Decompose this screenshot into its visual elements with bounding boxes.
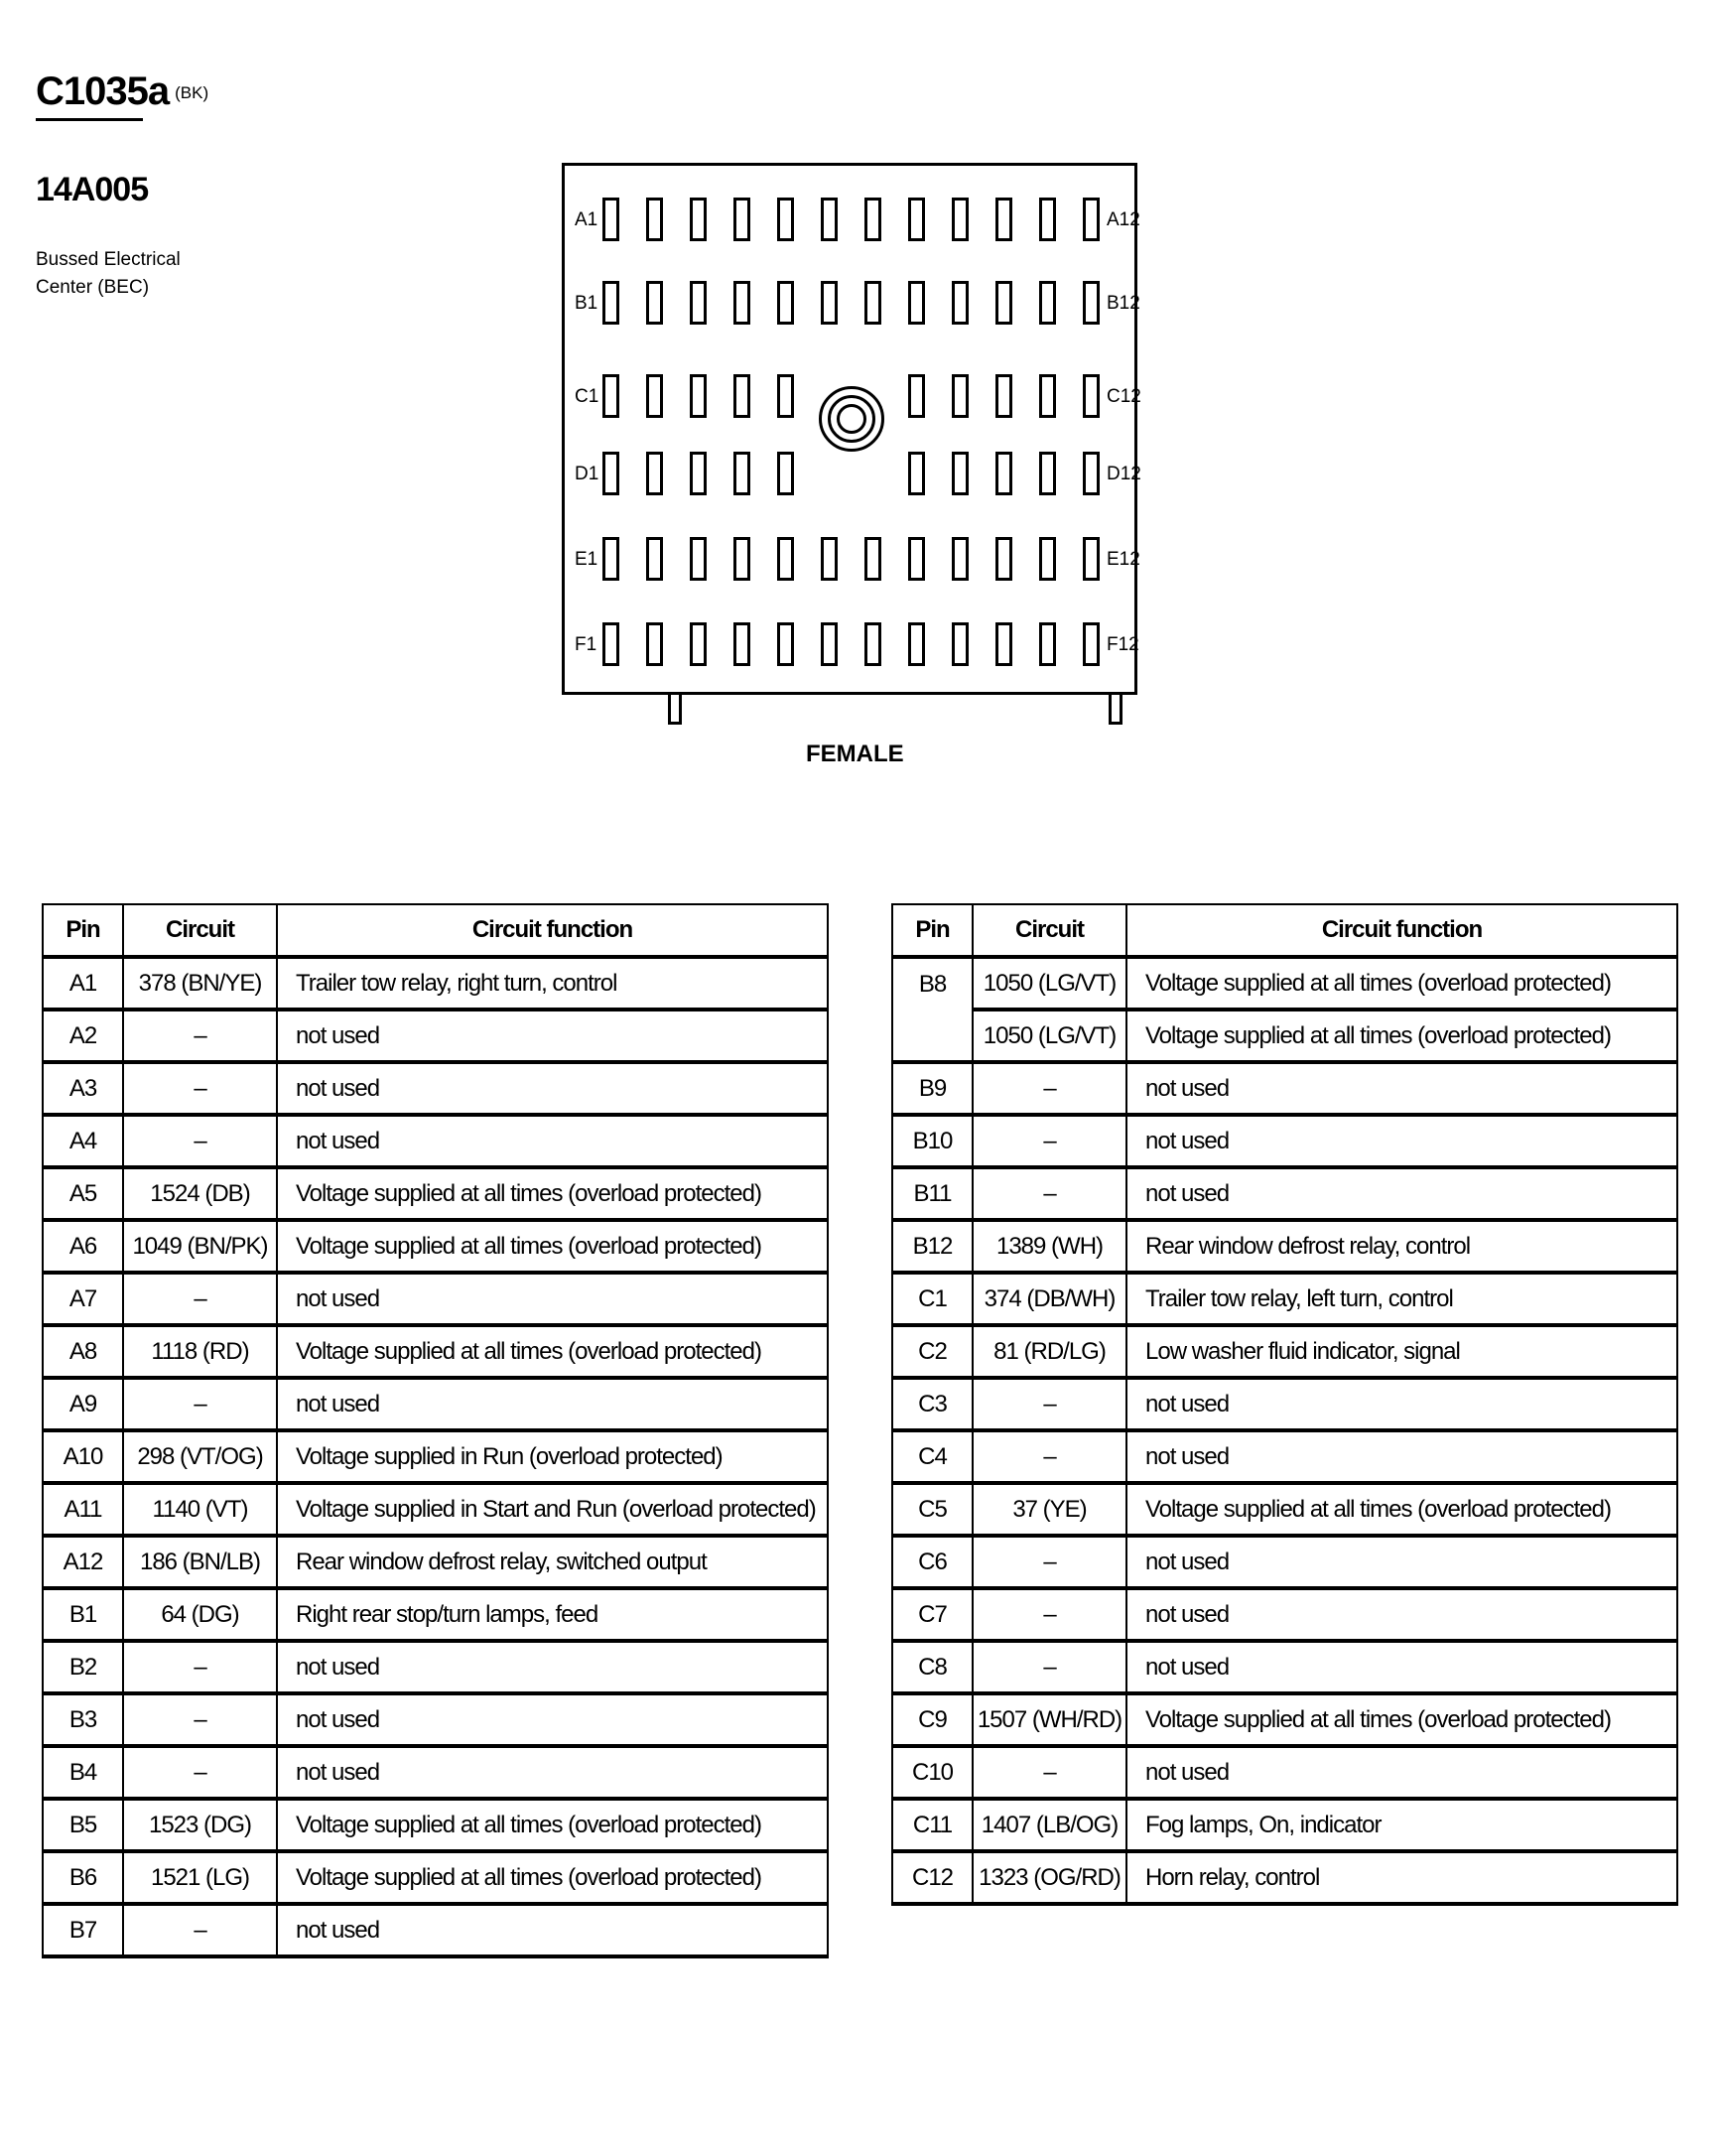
cell-circuit: –: [973, 1746, 1126, 1799]
cell-circuit: 1118 (RD): [123, 1325, 277, 1378]
cell-circuit-function: not used: [1126, 1062, 1677, 1115]
cell-circuit-function: not used: [277, 1641, 828, 1693]
cell-circuit: –: [123, 1115, 277, 1167]
pin-cavity: [1039, 452, 1056, 495]
cell-circuit-function: Voltage supplied at all times (overload protected): [1126, 957, 1677, 1010]
cell-circuit-function: not used: [277, 1904, 828, 1956]
pin-cavity: [646, 537, 663, 581]
cell-circuit-function: not used: [1126, 1167, 1677, 1220]
component-name: [36, 246, 181, 302]
cell-pin: C4: [892, 1430, 973, 1483]
connector-latch-tab-left: [668, 695, 682, 725]
cell-pin: B7: [43, 1904, 123, 1956]
cell-circuit-function: Low washer fluid indicator, signal: [1126, 1325, 1677, 1378]
pin-cavity: [864, 537, 881, 581]
pin-cavity: [952, 622, 969, 666]
pin-cavity: [908, 198, 925, 241]
table-row: [43, 1115, 828, 1167]
cell-pin: A6: [43, 1220, 123, 1273]
cell-pin: C10: [892, 1746, 973, 1799]
table-row: [892, 1325, 1677, 1378]
pin-cavity: [821, 198, 838, 241]
cell-circuit: –: [973, 1536, 1126, 1588]
cell-pin: A8: [43, 1325, 123, 1378]
cell-pin: A12: [43, 1536, 123, 1588]
cell-circuit-function: not used: [1126, 1115, 1677, 1167]
table-row: [43, 1536, 828, 1588]
pin-cavity: [1039, 374, 1056, 418]
cell-pin: B10: [892, 1115, 973, 1167]
pin-cavity: [995, 452, 1012, 495]
cell-circuit: 1407 (LB/OG): [973, 1799, 1126, 1851]
table-row: [43, 1167, 828, 1220]
table-row: [892, 1746, 1677, 1799]
pin-cavity: [1039, 537, 1056, 581]
cell-pin: A2: [43, 1010, 123, 1062]
cell-circuit-function: Voltage supplied at all times (overload protected): [1126, 1483, 1677, 1536]
table-row: [43, 1483, 828, 1536]
connector-gender: FEMALE: [806, 741, 904, 767]
pin-cavity: [690, 374, 707, 418]
cell-pin: C7: [892, 1588, 973, 1641]
row-start-label: D1: [575, 464, 599, 484]
cell-circuit-function: Horn relay, control: [1126, 1851, 1677, 1904]
cell-pin: A7: [43, 1273, 123, 1325]
cell-circuit: –: [123, 1904, 277, 1956]
cell-circuit: –: [123, 1746, 277, 1799]
cell-circuit-function: not used: [1126, 1378, 1677, 1430]
cell-pin: B11: [892, 1167, 973, 1220]
pin-cavity: [733, 374, 750, 418]
row-start-label: B1: [575, 293, 598, 314]
cell-pin: B6: [43, 1851, 123, 1904]
connector-id: C1035a: [36, 69, 170, 113]
pin-cavity: [821, 281, 838, 325]
cell-circuit-function: not used: [277, 1062, 828, 1115]
cell-pin: B3: [43, 1693, 123, 1746]
table-row: [892, 957, 1677, 1010]
cell-pin: B5: [43, 1799, 123, 1851]
pin-cavity: [646, 198, 663, 241]
table-row: [892, 1799, 1677, 1851]
table-row: [892, 1641, 1677, 1693]
cell-circuit: 1507 (WH/RD): [973, 1693, 1126, 1746]
cell-circuit: 186 (BN/LB): [123, 1536, 277, 1588]
pin-cavity: [646, 622, 663, 666]
cell-circuit: –: [973, 1062, 1126, 1115]
cell-circuit-function: Rear window defrost relay, control: [1126, 1220, 1677, 1273]
row-end-label: D12: [1107, 464, 1141, 484]
pin-cavity: [602, 281, 619, 325]
pin-cavity: [1039, 281, 1056, 325]
cell-circuit: 298 (VT/OG): [123, 1430, 277, 1483]
cell-pin: B1: [43, 1588, 123, 1641]
pin-cavity: [952, 537, 969, 581]
header-pin: Pin: [892, 904, 973, 957]
header-circuit-function: Circuit function: [1126, 904, 1677, 957]
cell-circuit-function: Trailer tow relay, right turn, control: [277, 957, 828, 1010]
cell-circuit-function: Voltage supplied at all times (overload protected): [277, 1851, 828, 1904]
cell-circuit: –: [123, 1693, 277, 1746]
cell-pin: C8: [892, 1641, 973, 1693]
cell-pin: C1: [892, 1273, 973, 1325]
table-row: [43, 1693, 828, 1746]
table-row: [43, 1273, 828, 1325]
cell-circuit: 1389 (WH): [973, 1220, 1126, 1273]
pin-cavity: [908, 452, 925, 495]
row-end-label: F12: [1107, 634, 1139, 655]
pin-cavity: [733, 281, 750, 325]
row-end-label: C12: [1107, 386, 1141, 407]
cell-circuit-function: Voltage supplied at all times (overload protected): [277, 1325, 828, 1378]
title-block: [36, 69, 208, 121]
cell-pin: A4: [43, 1115, 123, 1167]
cell-pin: A10: [43, 1430, 123, 1483]
pin-cavity: [1083, 281, 1100, 325]
header-pin: Pin: [43, 904, 123, 957]
pin-cavity: [908, 374, 925, 418]
cell-circuit-function: not used: [277, 1115, 828, 1167]
cell-circuit-function: not used: [277, 1746, 828, 1799]
cell-pin: C2: [892, 1325, 973, 1378]
cell-pin: C3: [892, 1378, 973, 1430]
table-row: [43, 1799, 828, 1851]
cell-circuit-function: Voltage supplied at all times (overload protected): [277, 1799, 828, 1851]
connector-latch-tab-right: [1109, 695, 1122, 725]
cell-circuit: –: [123, 1273, 277, 1325]
cell-circuit: 1050 (LG/VT): [973, 1010, 1126, 1062]
pin-cavity: [602, 537, 619, 581]
pin-cavity: [995, 374, 1012, 418]
row-end-label: A12: [1107, 209, 1140, 230]
pin-cavity: [646, 452, 663, 495]
row-start-label: F1: [575, 634, 597, 655]
row-start-label: A1: [575, 209, 598, 230]
table-row: [43, 957, 828, 1010]
pin-cavity: [1083, 622, 1100, 666]
pin-cavity: [690, 281, 707, 325]
pin-cavity: [1039, 198, 1056, 241]
pin-cavity: [602, 374, 619, 418]
table-row: [892, 1588, 1677, 1641]
cell-circuit-function: Right rear stop/turn lamps, feed: [277, 1588, 828, 1641]
pin-cavity: [821, 537, 838, 581]
pin-cavity: [995, 198, 1012, 241]
pin-cavity: [733, 198, 750, 241]
pin-cavity: [821, 622, 838, 666]
cell-circuit-function: not used: [277, 1010, 828, 1062]
pin-cavity: [602, 198, 619, 241]
pin-cavity: [1083, 537, 1100, 581]
cell-circuit: 81 (RD/LG): [973, 1325, 1126, 1378]
pin-cavity: [908, 537, 925, 581]
cell-circuit: –: [123, 1378, 277, 1430]
pin-cavity: [995, 622, 1012, 666]
row-end-label: B12: [1107, 293, 1140, 314]
cell-circuit-function: Fog lamps, On, indicator: [1126, 1799, 1677, 1851]
cell-pin: B2: [43, 1641, 123, 1693]
table-row: [43, 1851, 828, 1904]
pinout-table-right: [891, 903, 1678, 1906]
cell-circuit-function: Voltage supplied at all times (overload protected): [1126, 1010, 1677, 1062]
connector-face-diagram: [562, 163, 1141, 695]
table-row: [892, 1430, 1677, 1483]
cell-circuit: –: [123, 1062, 277, 1115]
table-header-row: [892, 904, 1677, 957]
cell-pin: A11: [43, 1483, 123, 1536]
table-row: [892, 1851, 1677, 1904]
pin-cavity: [733, 452, 750, 495]
pin-cavity: [1083, 198, 1100, 241]
cell-circuit: –: [973, 1588, 1126, 1641]
pinout-table-left: [42, 903, 829, 1958]
header-circuit: Circuit: [973, 904, 1126, 957]
pin-cavity: [952, 374, 969, 418]
cell-circuit-function: not used: [1126, 1430, 1677, 1483]
cell-circuit-function: not used: [1126, 1536, 1677, 1588]
cell-circuit-function: not used: [1126, 1746, 1677, 1799]
pin-cavity: [908, 622, 925, 666]
row-end-label: E12: [1107, 549, 1140, 570]
cell-circuit-function: Voltage supplied at all times (overload protected): [277, 1220, 828, 1273]
table-row: [43, 1220, 828, 1273]
cell-pin: A1: [43, 957, 123, 1010]
part-number: 14A005: [36, 171, 149, 208]
pin-cavity: [690, 452, 707, 495]
cell-circuit-function: not used: [1126, 1641, 1677, 1693]
cell-circuit: 1050 (LG/VT): [973, 957, 1126, 1010]
table-row: [43, 1641, 828, 1693]
table-row: [43, 1010, 828, 1062]
pin-cavity: [602, 452, 619, 495]
pin-cavity: [952, 198, 969, 241]
pin-cavity: [777, 281, 794, 325]
table-row: [892, 1378, 1677, 1430]
row-start-label: E1: [575, 549, 598, 570]
cell-circuit: 37 (YE): [973, 1483, 1126, 1536]
table-row: [43, 1062, 828, 1115]
cell-pin: B8: [892, 957, 973, 1062]
cell-circuit: 1523 (DG): [123, 1799, 277, 1851]
header-circuit: Circuit: [123, 904, 277, 957]
pin-cavity: [602, 622, 619, 666]
title-underline: [36, 118, 143, 121]
cell-circuit: –: [973, 1430, 1126, 1483]
connector-key-icon: [819, 386, 884, 452]
pin-cavity: [690, 622, 707, 666]
cell-pin: C9: [892, 1693, 973, 1746]
pin-cavity: [995, 537, 1012, 581]
pin-cavity: [908, 281, 925, 325]
cell-circuit-function: not used: [277, 1693, 828, 1746]
pin-cavity: [777, 452, 794, 495]
table-row: [892, 1536, 1677, 1588]
table-row: [43, 1378, 828, 1430]
cell-circuit: –: [973, 1641, 1126, 1693]
table-row: [892, 1693, 1677, 1746]
pin-cavity: [690, 198, 707, 241]
table-row: [43, 1746, 828, 1799]
cell-circuit-function: not used: [277, 1273, 828, 1325]
table-row: [43, 1430, 828, 1483]
cell-circuit: 1049 (BN/PK): [123, 1220, 277, 1273]
cell-pin: B4: [43, 1746, 123, 1799]
pin-cavity: [864, 622, 881, 666]
component-name-line-2: Center (BEC): [36, 277, 150, 298]
cell-pin: B12: [892, 1220, 973, 1273]
pin-cavity: [952, 452, 969, 495]
cell-circuit-function: Voltage supplied at all times (overload protected): [1126, 1693, 1677, 1746]
table-row: [892, 1062, 1677, 1115]
table-row: [892, 1220, 1677, 1273]
table-row: [43, 1904, 828, 1956]
table-row: [892, 1273, 1677, 1325]
cell-pin: C12: [892, 1851, 973, 1904]
cell-pin: C5: [892, 1483, 973, 1536]
pin-cavity: [1039, 622, 1056, 666]
connector-color: (BK): [175, 83, 209, 102]
cell-circuit-function: not used: [277, 1378, 828, 1430]
pin-cavity: [777, 622, 794, 666]
pin-cavity: [646, 374, 663, 418]
cell-pin: A5: [43, 1167, 123, 1220]
cell-pin: C6: [892, 1536, 973, 1588]
table-row: [892, 1483, 1677, 1536]
table-row: [892, 1010, 1677, 1062]
cell-circuit: 1524 (DB): [123, 1167, 277, 1220]
table-row: [43, 1588, 828, 1641]
cell-circuit: –: [123, 1641, 277, 1693]
pin-cavity: [777, 537, 794, 581]
table-row: [43, 1325, 828, 1378]
cell-circuit: 1323 (OG/RD): [973, 1851, 1126, 1904]
cell-circuit: 378 (BN/YE): [123, 957, 277, 1010]
cell-circuit-function: Rear window defrost relay, switched output: [277, 1536, 828, 1588]
table-row: [892, 1167, 1677, 1220]
cell-circuit: 1140 (VT): [123, 1483, 277, 1536]
pin-cavity: [1083, 374, 1100, 418]
pin-cavity: [733, 622, 750, 666]
table-header-row: [43, 904, 828, 957]
cell-circuit: 64 (DG): [123, 1588, 277, 1641]
cell-circuit: 374 (DB/WH): [973, 1273, 1126, 1325]
cell-pin: A3: [43, 1062, 123, 1115]
pin-cavity: [864, 198, 881, 241]
row-start-label: C1: [575, 386, 599, 407]
cell-circuit: –: [973, 1115, 1126, 1167]
pin-cavity: [646, 281, 663, 325]
cell-circuit: –: [123, 1010, 277, 1062]
cell-pin: B9: [892, 1062, 973, 1115]
cell-circuit-function: Voltage supplied at all times (overload protected): [277, 1167, 828, 1220]
cell-pin: A9: [43, 1378, 123, 1430]
pin-cavity: [995, 281, 1012, 325]
pin-cavity: [733, 537, 750, 581]
cell-circuit-function: Trailer tow relay, left turn, control: [1126, 1273, 1677, 1325]
header-circuit-function: Circuit function: [277, 904, 828, 957]
table-row: [892, 1115, 1677, 1167]
cell-circuit-function: not used: [1126, 1588, 1677, 1641]
pin-cavity: [864, 281, 881, 325]
cell-circuit-function: Voltage supplied in Start and Run (overload protected): [277, 1483, 828, 1536]
cell-pin: C11: [892, 1799, 973, 1851]
cell-circuit: –: [973, 1378, 1126, 1430]
cell-circuit: 1521 (LG): [123, 1851, 277, 1904]
pin-cavity: [777, 198, 794, 241]
pin-cavity: [952, 281, 969, 325]
pin-cavity: [1083, 452, 1100, 495]
component-name-line-1: Bussed Electrical: [36, 249, 181, 270]
cell-circuit-function: Voltage supplied in Run (overload protected): [277, 1430, 828, 1483]
pin-cavity: [777, 374, 794, 418]
cell-circuit: –: [973, 1167, 1126, 1220]
pin-cavity: [690, 537, 707, 581]
